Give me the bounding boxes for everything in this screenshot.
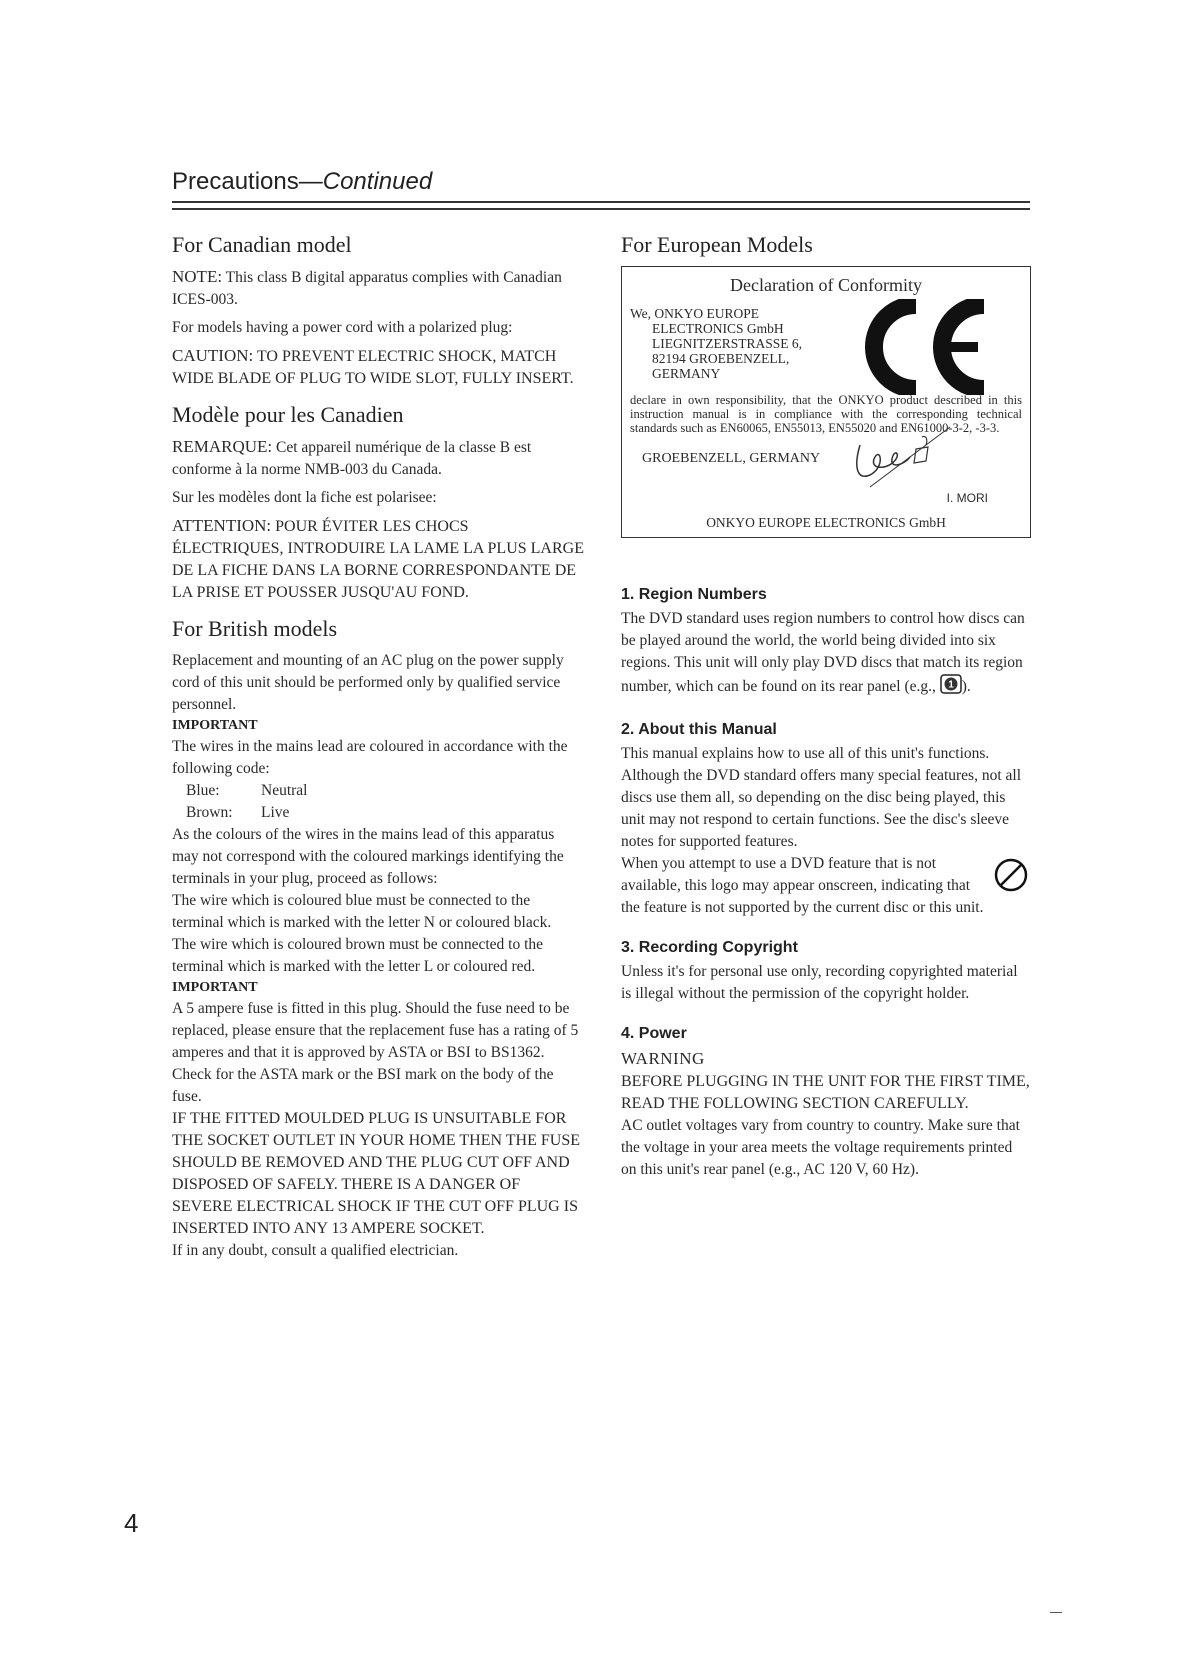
important-label-2: IMPORTANT	[172, 980, 258, 995]
region-badge-number: 1	[947, 679, 954, 691]
title-suffix: —Continued	[298, 168, 433, 195]
location: GROEBENZELL, GERMANY	[642, 451, 821, 466]
caution-label: CAUTION:	[172, 346, 254, 365]
canadian-section	[172, 232, 584, 390]
region-badge-icon	[940, 674, 962, 701]
region-body: The DVD standard uses region numbers to control how discs can be played around the world, the world being divided into six regions. This unit will only play DVD discs that match its region number, which can be found on its rear panel (e.g.,	[621, 610, 1025, 696]
doubt-text: If in any doubt, consult a qualified electrician.	[172, 1242, 459, 1259]
british-intro: Replacement and mounting of an AC plug on the power supply cord of this unit should be performed only by qualified service personnel.	[172, 652, 564, 713]
signature-icon	[830, 425, 970, 495]
left-column	[172, 232, 584, 1274]
about-heading: 2. About this Manual	[621, 721, 777, 738]
about-body-2: When you attempt to use a DVD feature that is not available, this logo may appear onscreen, indicating that the feature is not supported by the current disc or this unit.	[621, 855, 984, 916]
power-section	[621, 1025, 1031, 1181]
blue-wire-text: The wire which is coloured blue must be connected to the terminal which is marked with the letter N or coloured black.	[172, 892, 552, 931]
warning-label: WARNING	[621, 1049, 705, 1068]
about-text-2	[621, 853, 1031, 919]
polarisee-text: Sur les modèles dont la fiche est polarisee:	[172, 489, 437, 506]
colours-text: As the colours of the wires in the mains lead of this apparatus may not correspond with the coloured markings identifying the terminals in your plug, proceed as follows:	[172, 826, 564, 887]
power-text: AC outlet voltages vary from country to country. Make sure that the voltage in your area meets the voltage requirements printed on this unit's rear panel (e.g., AC 120 V, 60 Hz).	[621, 1117, 1020, 1178]
blue-code	[172, 780, 584, 802]
right-column	[621, 232, 1031, 1201]
note-text: This class B digital apparatus complies with Canadian ICES-003.	[172, 269, 562, 308]
canadien-fr-section	[172, 402, 584, 604]
canadien-heading: Modèle pour les Canadien	[172, 402, 404, 427]
declaration-title: Declaration of Conformity	[730, 275, 922, 295]
polarized-text: For models having a power cord with a polarized plug:	[172, 319, 513, 336]
region-section	[621, 586, 1031, 701]
brown-code	[172, 802, 584, 824]
declare-text: declare in own responsibility, that the ONKYO product described in this instruction manual is in compliance with the corresponding technical standards such as EN60065, EN55013, EN55020 and EN61000-3-2, -3-3.	[630, 393, 1022, 435]
about-text: This manual explains how to use all of this unit's functions. Although the DVD standard offers many special features, not all discs use them all, so depending on the disc being played, this unit may not respond to certain functions. See the disc's sleeve notes for supported features.	[621, 745, 1022, 850]
important-label: IMPORTANT	[172, 718, 258, 733]
british-section	[172, 616, 584, 1262]
signer-name: I. MORI	[946, 491, 988, 505]
remarque	[172, 436, 584, 481]
address-line-2: ELECTRONICS GmbH	[652, 321, 784, 336]
power-heading: 4. Power	[621, 1025, 687, 1042]
brown-label: Brown:	[186, 804, 233, 821]
copyright-text: Unless it's for personal use only, recording copyrighted material is illegal without the permission of the copyright holder.	[621, 963, 1018, 1002]
european-heading: For European Models	[621, 232, 813, 257]
region-heading: 1. Region Numbers	[621, 586, 767, 603]
page-header	[172, 168, 1030, 210]
wires-text: The wires in the mains lead are coloured in accordance with the following code:	[172, 738, 568, 777]
region-text	[621, 608, 1031, 701]
caution-text: TO PREVENT ELECTRIC SHOCK, MATCH WIDE BLADE OF PLUG TO WIDE SLOT, FULLY INSERT.	[172, 348, 574, 387]
address-line-5: GERMANY	[652, 366, 721, 381]
corner-mark	[1050, 1612, 1062, 1613]
ce-mark-icon	[864, 299, 994, 395]
british-heading: For British models	[172, 616, 338, 641]
no-entry-icon	[993, 857, 1029, 893]
canadian-caution	[172, 345, 584, 390]
region-body-end: ).	[961, 678, 971, 696]
copyright-section	[621, 939, 1031, 1005]
brown-value: Live	[261, 804, 290, 821]
fuse-text: A 5 ampere fuse is fitted in this plug. Should the fuse need to be replaced, please ensure that the replacement fuse has a rating of 5 amperes and that it is approved by ASTA or BSI to BS1362. Check for the ASTA mark or the BSI mark on the body of the fuse.	[172, 1000, 579, 1105]
address-line-4: 82194 GROEBENZELL,	[652, 351, 790, 366]
company-name: ONKYO EUROPE ELECTRONICS GmbH	[706, 515, 946, 530]
copyright-heading: 3. Recording Copyright	[621, 939, 798, 956]
title-main: Precautions	[172, 168, 299, 195]
note-label: NOTE:	[172, 267, 223, 286]
page-title	[172, 168, 1030, 196]
we-label: We,	[630, 306, 652, 321]
header-rule	[172, 201, 1030, 210]
remarque-label: REMARQUE:	[172, 437, 273, 456]
remarque-text: Cet appareil numérique de la classe B est conforme à la norme NMB-003 du Canada.	[172, 439, 532, 478]
about-section	[621, 721, 1031, 919]
attention	[172, 515, 584, 604]
address-line-3: LIEGNITZERSTRASSE 6,	[652, 336, 802, 351]
declaration-box	[621, 266, 1031, 538]
blue-label: Blue:	[186, 782, 220, 799]
page-number: 4	[124, 1508, 139, 1538]
canadian-note	[172, 266, 584, 311]
attention-label: ATTENTION:	[172, 516, 272, 535]
unsuitable-text: IF THE FITTED MOULDED PLUG IS UNSUITABLE FOR THE SOCKET OUTLET IN YOUR HOME THEN THE FUSE SHOULD BE REMOVED AND THE PLUG CUT OFF AND DISPOSED OF SAFELY. THERE IS A DANGER OF SEVERE ELECTRICAL SHOCK IF THE CUT OFF PLUG IS INSERTED INTO ANY 13 AMPERE SOCKET.	[172, 1110, 580, 1237]
address-line-1: ONKYO EUROPE	[654, 306, 760, 321]
blue-value: Neutral	[261, 782, 308, 799]
attention-text: POUR ÉVITER LES CHOCS ÉLECTRIQUES, INTRODUIRE LA LAME LA PLUS LARGE DE LA FICHE DANS LA BORNE CORRESPONDANTE DE LA PRISE ET POUSSER JUSQU'AU FOND.	[172, 518, 584, 601]
power-caps-text: BEFORE PLUGGING IN THE UNIT FOR THE FIRST TIME, READ THE FOLLOWING SECTION CAREFULLY.	[621, 1073, 1030, 1112]
canadian-heading: For Canadian model	[172, 232, 352, 257]
brown-wire-text: The wire which is coloured brown must be connected to the terminal which is marked with the letter L or coloured red.	[172, 936, 544, 975]
